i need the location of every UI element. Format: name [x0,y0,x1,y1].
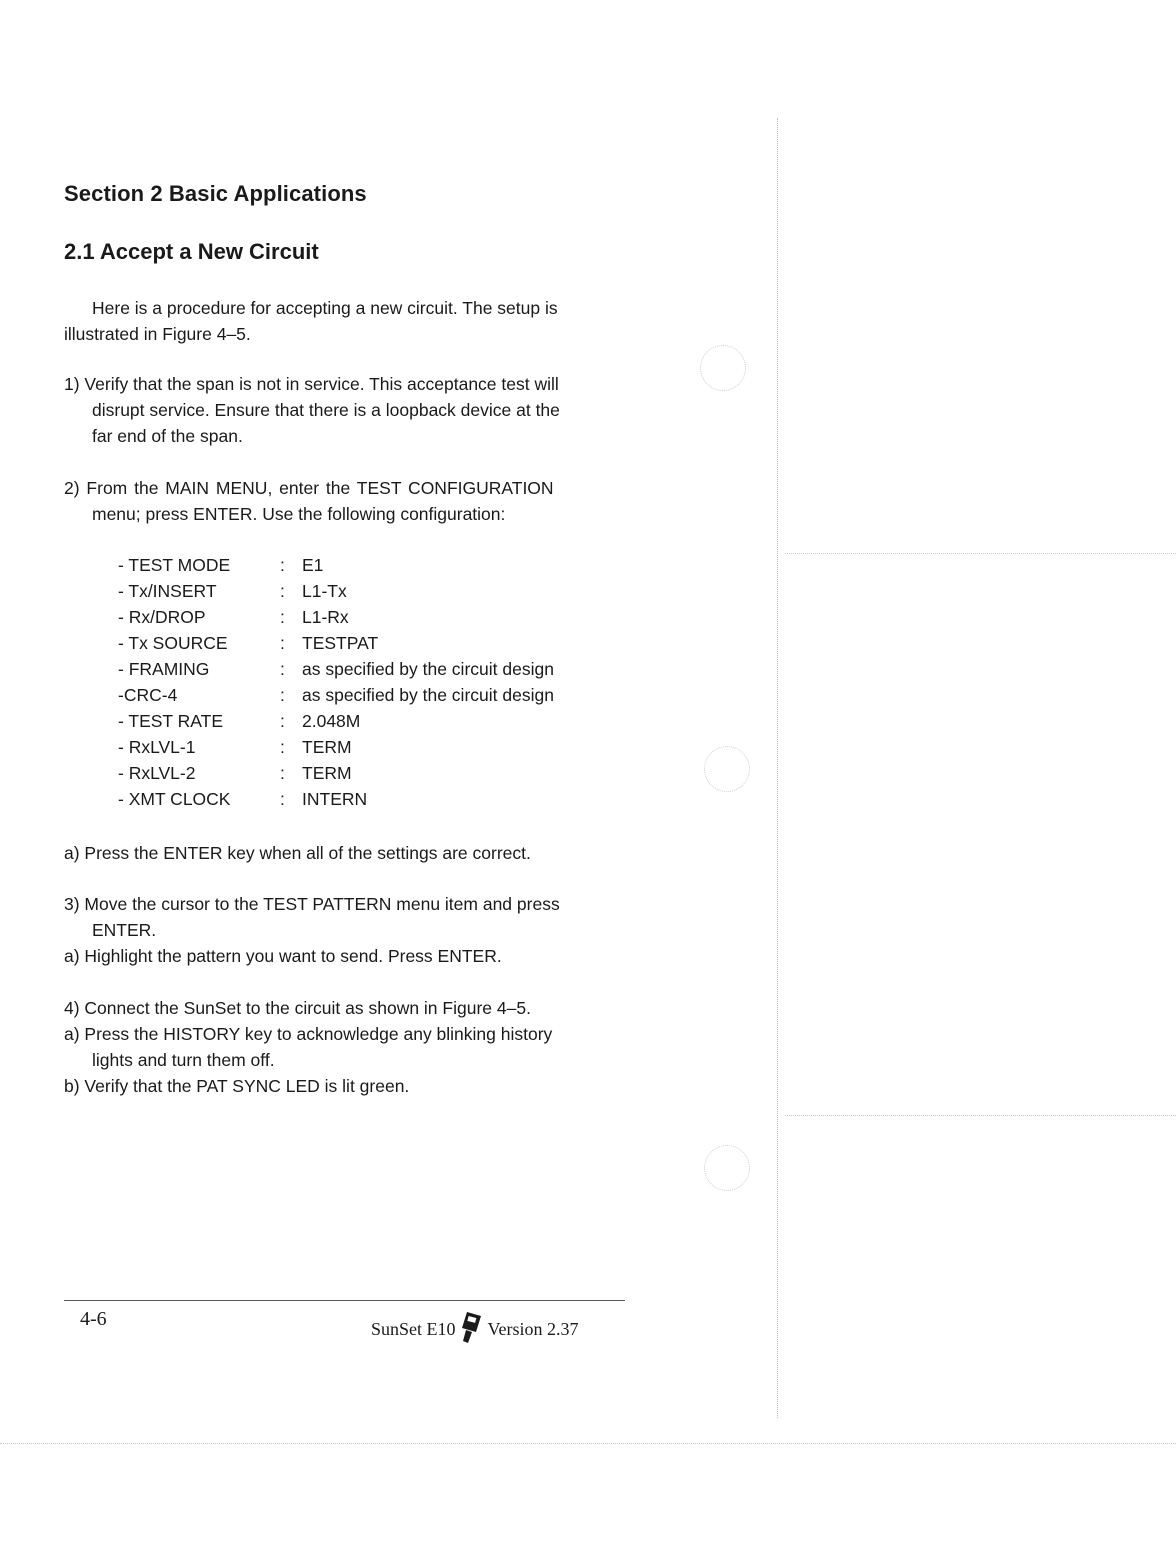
config-row [118,708,554,734]
binding-rule [777,118,778,1418]
subsection-title: 2.1 Accept a New Circuit [64,239,319,264]
config-value: L1-Tx [302,581,347,601]
config-separator: : [280,581,285,601]
config-separator: : [280,555,285,575]
step-4a-line: a) Press the HISTORY key to acknowledge any blinking history [64,1024,553,1044]
step-line: 4) Connect the SunSet to the circuit as shown in Figure 4–5. [64,998,531,1018]
intro-line: illustrated in Figure 4–5. [64,324,251,344]
config-row [118,656,554,682]
step-2a: a) Press the ENTER key when all of the settings are correct. [64,843,531,863]
config-separator: : [280,789,285,809]
config-key: - RxLVL-2 [118,763,196,783]
config-key: -CRC-4 [118,685,178,705]
config-value: 2.048M [302,711,361,731]
config-separator: : [280,633,285,653]
page-number: 4-6 [80,1308,107,1330]
config-value: TERM [302,763,352,783]
step-3 [64,891,560,969]
intro-paragraph [64,295,558,347]
step-line: ENTER. [92,920,157,940]
section-title: Section 2 Basic Applications [64,181,367,206]
config-separator: : [280,763,285,783]
step-line: 2) From the MAIN MENU, enter the TEST CONFIGURATION [64,478,554,498]
step-4a-line: lights and turn them off. [92,1050,275,1070]
dotted-divider [785,1115,1176,1116]
footer-product [371,1310,579,1349]
step-line: menu; press ENTER. Use the following configuration: [92,504,506,524]
config-row [118,552,554,578]
config-key: - Tx/INSERT [118,581,217,601]
config-row [118,734,554,760]
step-line: far end of the span. [92,426,243,446]
step-3a: a) Highlight the pattern you want to send. Press ENTER. [64,946,502,966]
step-4 [64,995,552,1099]
config-key: - Rx/DROP [118,607,206,627]
config-key: - TEST MODE [118,555,231,575]
config-separator: : [280,607,285,627]
config-value: E1 [302,555,324,575]
punch-hole [704,746,750,792]
config-separator: : [280,659,285,679]
config-row [118,682,554,708]
config-row [118,786,554,812]
punch-hole [704,1145,750,1191]
config-value: INTERN [302,789,368,809]
footer-rule [64,1300,625,1301]
dotted-divider [0,1443,1176,1444]
config-separator: : [280,737,285,757]
config-row [118,578,554,604]
config-value: as specified by the circuit design [302,685,554,705]
config-key: - FRAMING [118,659,210,679]
step-1 [64,371,560,449]
config-row [118,630,554,656]
handheld-device-icon [460,1310,484,1349]
config-key: - XMT CLOCK [118,789,231,809]
product-name: SunSet E10 [371,1319,456,1339]
config-list [118,552,554,812]
step-line: 3) Move the cursor to the TEST PATTERN menu item and press [64,894,560,914]
config-key: - Tx SOURCE [118,633,228,653]
step-line: disrupt service. Ensure that there is a loopback device at the [92,400,560,420]
config-key: - TEST RATE [118,711,224,731]
intro-line: Here is a procedure for accepting a new circuit. The setup is [92,298,558,318]
punch-hole [700,345,746,391]
step-line: 1) Verify that the span is not in service. This acceptance test will [64,374,559,394]
version-label: Version 2.37 [487,1319,579,1339]
config-row [118,604,554,630]
step-2 [64,475,554,527]
config-value: TESTPAT [302,633,379,653]
config-row [118,760,554,786]
config-value: as specified by the circuit design [302,659,554,679]
config-separator: : [280,685,285,705]
step-4b: b) Verify that the PAT SYNC LED is lit green. [64,1076,410,1096]
config-value: TERM [302,737,352,757]
config-separator: : [280,711,285,731]
config-key: - RxLVL-1 [118,737,196,757]
dotted-divider [785,553,1176,554]
config-value: L1-Rx [302,607,349,627]
